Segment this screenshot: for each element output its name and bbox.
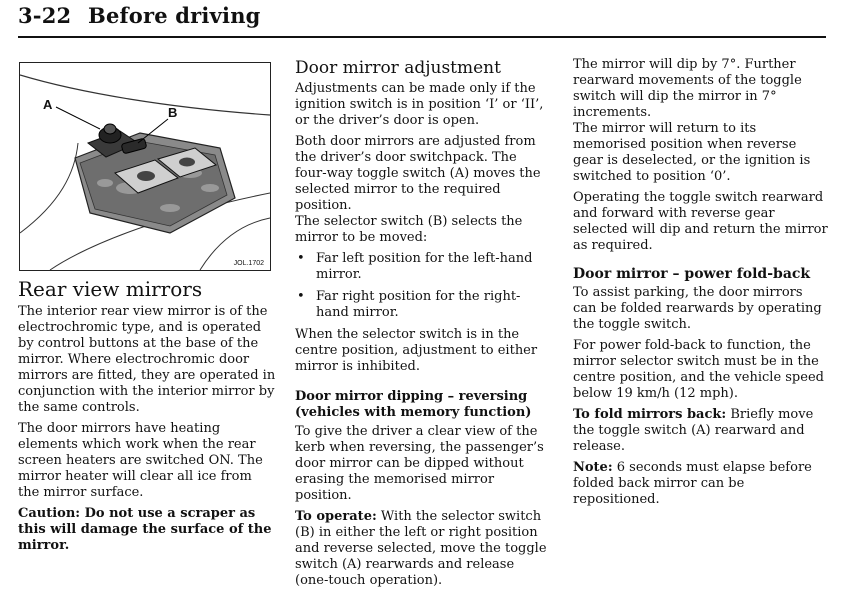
fold-text: Briefly move the toggle switch (A) rearward and release. [573,407,814,454]
label-a: A [43,97,53,112]
figure-ref: JOL.1702 [233,260,264,267]
foldback-instruction [573,407,828,455]
rear-view-para-2: The door mirrors have heating elements which work when the rear screen heaters are switched ON. The mirror heater will clear all ice from the mirror surface. [18,421,263,500]
dipping-heading: Door mirror dipping – reversing (vehicles with memory function) [295,389,532,420]
section-title: Before driving [88,3,261,28]
dipping-foldback-column [573,57,828,513]
door-adjust-para-3: The selector switch (B) selects the mirror to be moved: [295,214,523,245]
note-label: Note: [573,460,613,475]
foldback-heading: Door mirror – power fold-back [573,266,811,282]
header-rule [18,36,826,38]
door-adjust-para-2: Both door mirrors are adjusted from the driver’s door switchpack. The four-way toggle switch (A) moves the selected mirror to the required position. [295,134,541,213]
foldback-para-1: To assist parking, the door mirrors can be folded rearwards by operating the toggle switch. [573,285,822,332]
selector-list-item: • Far right position for the right-hand mirror. [295,289,550,321]
page-number: 3-22 [18,3,72,28]
switchpack-illustration [19,62,271,271]
fold-label: To fold mirrors back: [573,407,727,422]
dipping-para-3: The mirror will return to its memorised position when reverse gear is deselected, or the ignition is switched to position ‘0’. [573,121,811,184]
note-text: 6 seconds must elapse before folded back mirror can be repositioned. [573,460,812,507]
door-mirror-column [295,57,550,594]
rear-view-caution: Caution: Do not use a scraper as this will damage the surface of the mirror. [18,506,272,553]
dipping-para-1: To give the driver a clear view of the kerb when reversing, the passenger’s door mirror can be dipped without erasing the memorised mirror position. [295,424,544,503]
switchpack-drawing [20,63,270,270]
rear-view-para-1: The interior rear view mirror is of the electrochromic type, and is operated by control buttons at the base of the mirror. Where electrochromic door mirrors are fitted, they are operated in conjunction with the interior mirror by the same controls. [18,304,276,415]
door-adjust-heading: Door mirror adjustment [295,58,501,78]
page-header [18,3,261,28]
foldback-note [573,460,828,508]
foldback-para-2: For power fold-back to function, the mirror selector switch must be in the centre position, and the vehicle speed below 19 km/h (12 mph). [573,338,824,401]
selector-list [295,251,550,321]
dipping-para-4: Operating the toggle switch rearward and forward with reverse gear selected will dip and return the mirror as required. [573,190,828,253]
label-b: B [168,105,178,120]
operate-text: With the selector switch (B) in either the left or right position and reverse selected, move the toggle switch (A) rearwards and release (one-touch operation). [295,509,547,588]
dipping-para-2: The mirror will dip by 7°. Further rearward movements of the toggle switch will dip the mirror in 7° increments. [573,57,802,120]
selector-list-item: • Far left position for the left-hand mirror. [295,251,550,283]
rear-view-section [18,277,276,559]
operate-label: To operate: [295,509,377,524]
rear-view-heading: Rear view mirrors [18,277,203,301]
dipping-operate [295,509,550,589]
door-adjust-para-4: When the selector switch is in the centre position, adjustment to either mirror is inhibited. [295,327,538,374]
door-adjust-para-1: Adjustments can be made only if the ignition switch is in position ‘I’ or ‘II’, or the driver’s door is open. [295,81,544,128]
